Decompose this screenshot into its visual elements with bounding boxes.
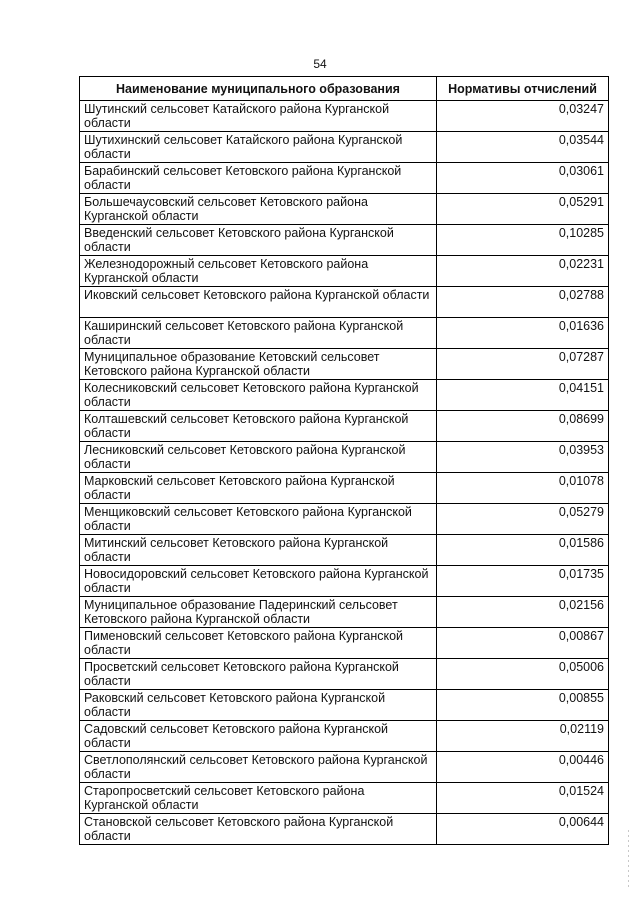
- municipality-name-cell: Митинский сельсовет Кетовского района Курганской области: [80, 535, 437, 566]
- municipality-name-cell: Раковский сельсовет Кетовского района Курганской области: [80, 690, 437, 721]
- table-row: [80, 318, 609, 349]
- municipality-name-cell: Новосидоровский сельсовет Кетовского района Курганской области: [80, 566, 437, 597]
- municipality-name-cell: Становской сельсовет Кетовского района Курганской области: [80, 814, 437, 845]
- table-header-row: [80, 77, 609, 101]
- table-row: [80, 752, 609, 783]
- table-row: [80, 411, 609, 442]
- table-row: [80, 287, 609, 318]
- norm-value-cell: 0,03953: [437, 442, 609, 473]
- table-row: [80, 256, 609, 287]
- table-row: [80, 225, 609, 256]
- municipality-name-cell: Менщиковский сельсовет Кетовского района Курганской области: [80, 504, 437, 535]
- municipality-name-cell: Колташевский сельсовет Кетовского района Курганской области: [80, 411, 437, 442]
- table-row: [80, 442, 609, 473]
- norm-value-cell: 0,05006: [437, 659, 609, 690]
- norm-value-cell: 0,00644: [437, 814, 609, 845]
- norm-value-cell: 0,05291: [437, 194, 609, 225]
- norm-value-cell: 0,01636: [437, 318, 609, 349]
- norm-value-cell: 0,03061: [437, 163, 609, 194]
- norm-value-cell: 0,03247: [437, 101, 609, 132]
- norm-value-cell: 0,03544: [437, 132, 609, 163]
- norm-value-cell: 0,01524: [437, 783, 609, 814]
- table-row: [80, 566, 609, 597]
- norm-value-cell: 0,10285: [437, 225, 609, 256]
- municipality-name-cell: Колесниковский сельсовет Кетовского района Курганской области: [80, 380, 437, 411]
- municipality-name-cell: Лесниковский сельсовет Кетовского района Курганской области: [80, 442, 437, 473]
- norm-value-cell: 0,00867: [437, 628, 609, 659]
- municipality-name-cell: Железнодорожный сельсовет Кетовского района Курганской области: [80, 256, 437, 287]
- municipality-name-cell: Светлополянский сельсовет Кетовского района Курганской области: [80, 752, 437, 783]
- norm-value-cell: 0,00855: [437, 690, 609, 721]
- table-row: [80, 628, 609, 659]
- table-row: [80, 659, 609, 690]
- table-row: [80, 814, 609, 845]
- header-municipality-name: Наименование муниципального образования: [80, 77, 437, 101]
- table-row: [80, 783, 609, 814]
- municipality-name-cell: Муниципальное образование Падеринский сельсовет Кетовского района Курганской области: [80, 597, 437, 628]
- norm-value-cell: 0,02119: [437, 721, 609, 752]
- table-row: [80, 504, 609, 535]
- norm-value-cell: 0,02788: [437, 287, 609, 318]
- municipality-name-cell: Барабинский сельсовет Кетовского района Курганской области: [80, 163, 437, 194]
- table-row: [80, 380, 609, 411]
- table-row: [80, 194, 609, 225]
- table-row: [80, 690, 609, 721]
- norm-value-cell: 0,05279: [437, 504, 609, 535]
- municipality-name-cell: Муниципальное образование Кетовский сельсовет Кетовского района Курганской области: [80, 349, 437, 380]
- municipality-name-cell: Шутихинский сельсовет Катайского района Курганской области: [80, 132, 437, 163]
- municipality-name-cell: Садовский сельсовет Кетовского района Курганской области: [80, 721, 437, 752]
- table-row: [80, 535, 609, 566]
- norm-value-cell: 0,00446: [437, 752, 609, 783]
- municipality-name-cell: Пименовский сельсовет Кетовского района Курганской области: [80, 628, 437, 659]
- table-row: [80, 163, 609, 194]
- municipality-name-cell: Шутинский сельсовет Катайского района Курганской области: [80, 101, 437, 132]
- norms-table: [79, 76, 609, 845]
- municipality-name-cell: Старопросветский сельсовет Кетовского района Курганской области: [80, 783, 437, 814]
- header-norms: Нормативы отчислений: [437, 77, 609, 101]
- norm-value-cell: 0,04151: [437, 380, 609, 411]
- norm-value-cell: 0,02231: [437, 256, 609, 287]
- table-row: [80, 101, 609, 132]
- page-number: 54: [313, 57, 327, 71]
- norm-value-cell: 0,01735: [437, 566, 609, 597]
- municipality-name-cell: Большечаусовский сельсовет Кетовского района Курганской области: [80, 194, 437, 225]
- municipality-name-cell: Каширинский сельсовет Кетовского района Курганской области: [80, 318, 437, 349]
- table-row: [80, 597, 609, 628]
- norm-value-cell: 0,02156: [437, 597, 609, 628]
- table-body: [80, 101, 609, 845]
- table-row: [80, 132, 609, 163]
- table-row: [80, 473, 609, 504]
- scan-margin-mark: [628, 830, 629, 890]
- norm-value-cell: 0,01586: [437, 535, 609, 566]
- municipality-name-cell: Введенский сельсовет Кетовского района Курганской области: [80, 225, 437, 256]
- table-row: [80, 721, 609, 752]
- norm-value-cell: 0,01078: [437, 473, 609, 504]
- table-row: [80, 349, 609, 380]
- norm-value-cell: 0,07287: [437, 349, 609, 380]
- municipality-name-cell: Иковский сельсовет Кетовского района Курганской области: [80, 287, 437, 318]
- municipality-name-cell: Марковский сельсовет Кетовского района Курганской области: [80, 473, 437, 504]
- norm-value-cell: 0,08699: [437, 411, 609, 442]
- municipality-name-cell: Просветский сельсовет Кетовского района Курганской области: [80, 659, 437, 690]
